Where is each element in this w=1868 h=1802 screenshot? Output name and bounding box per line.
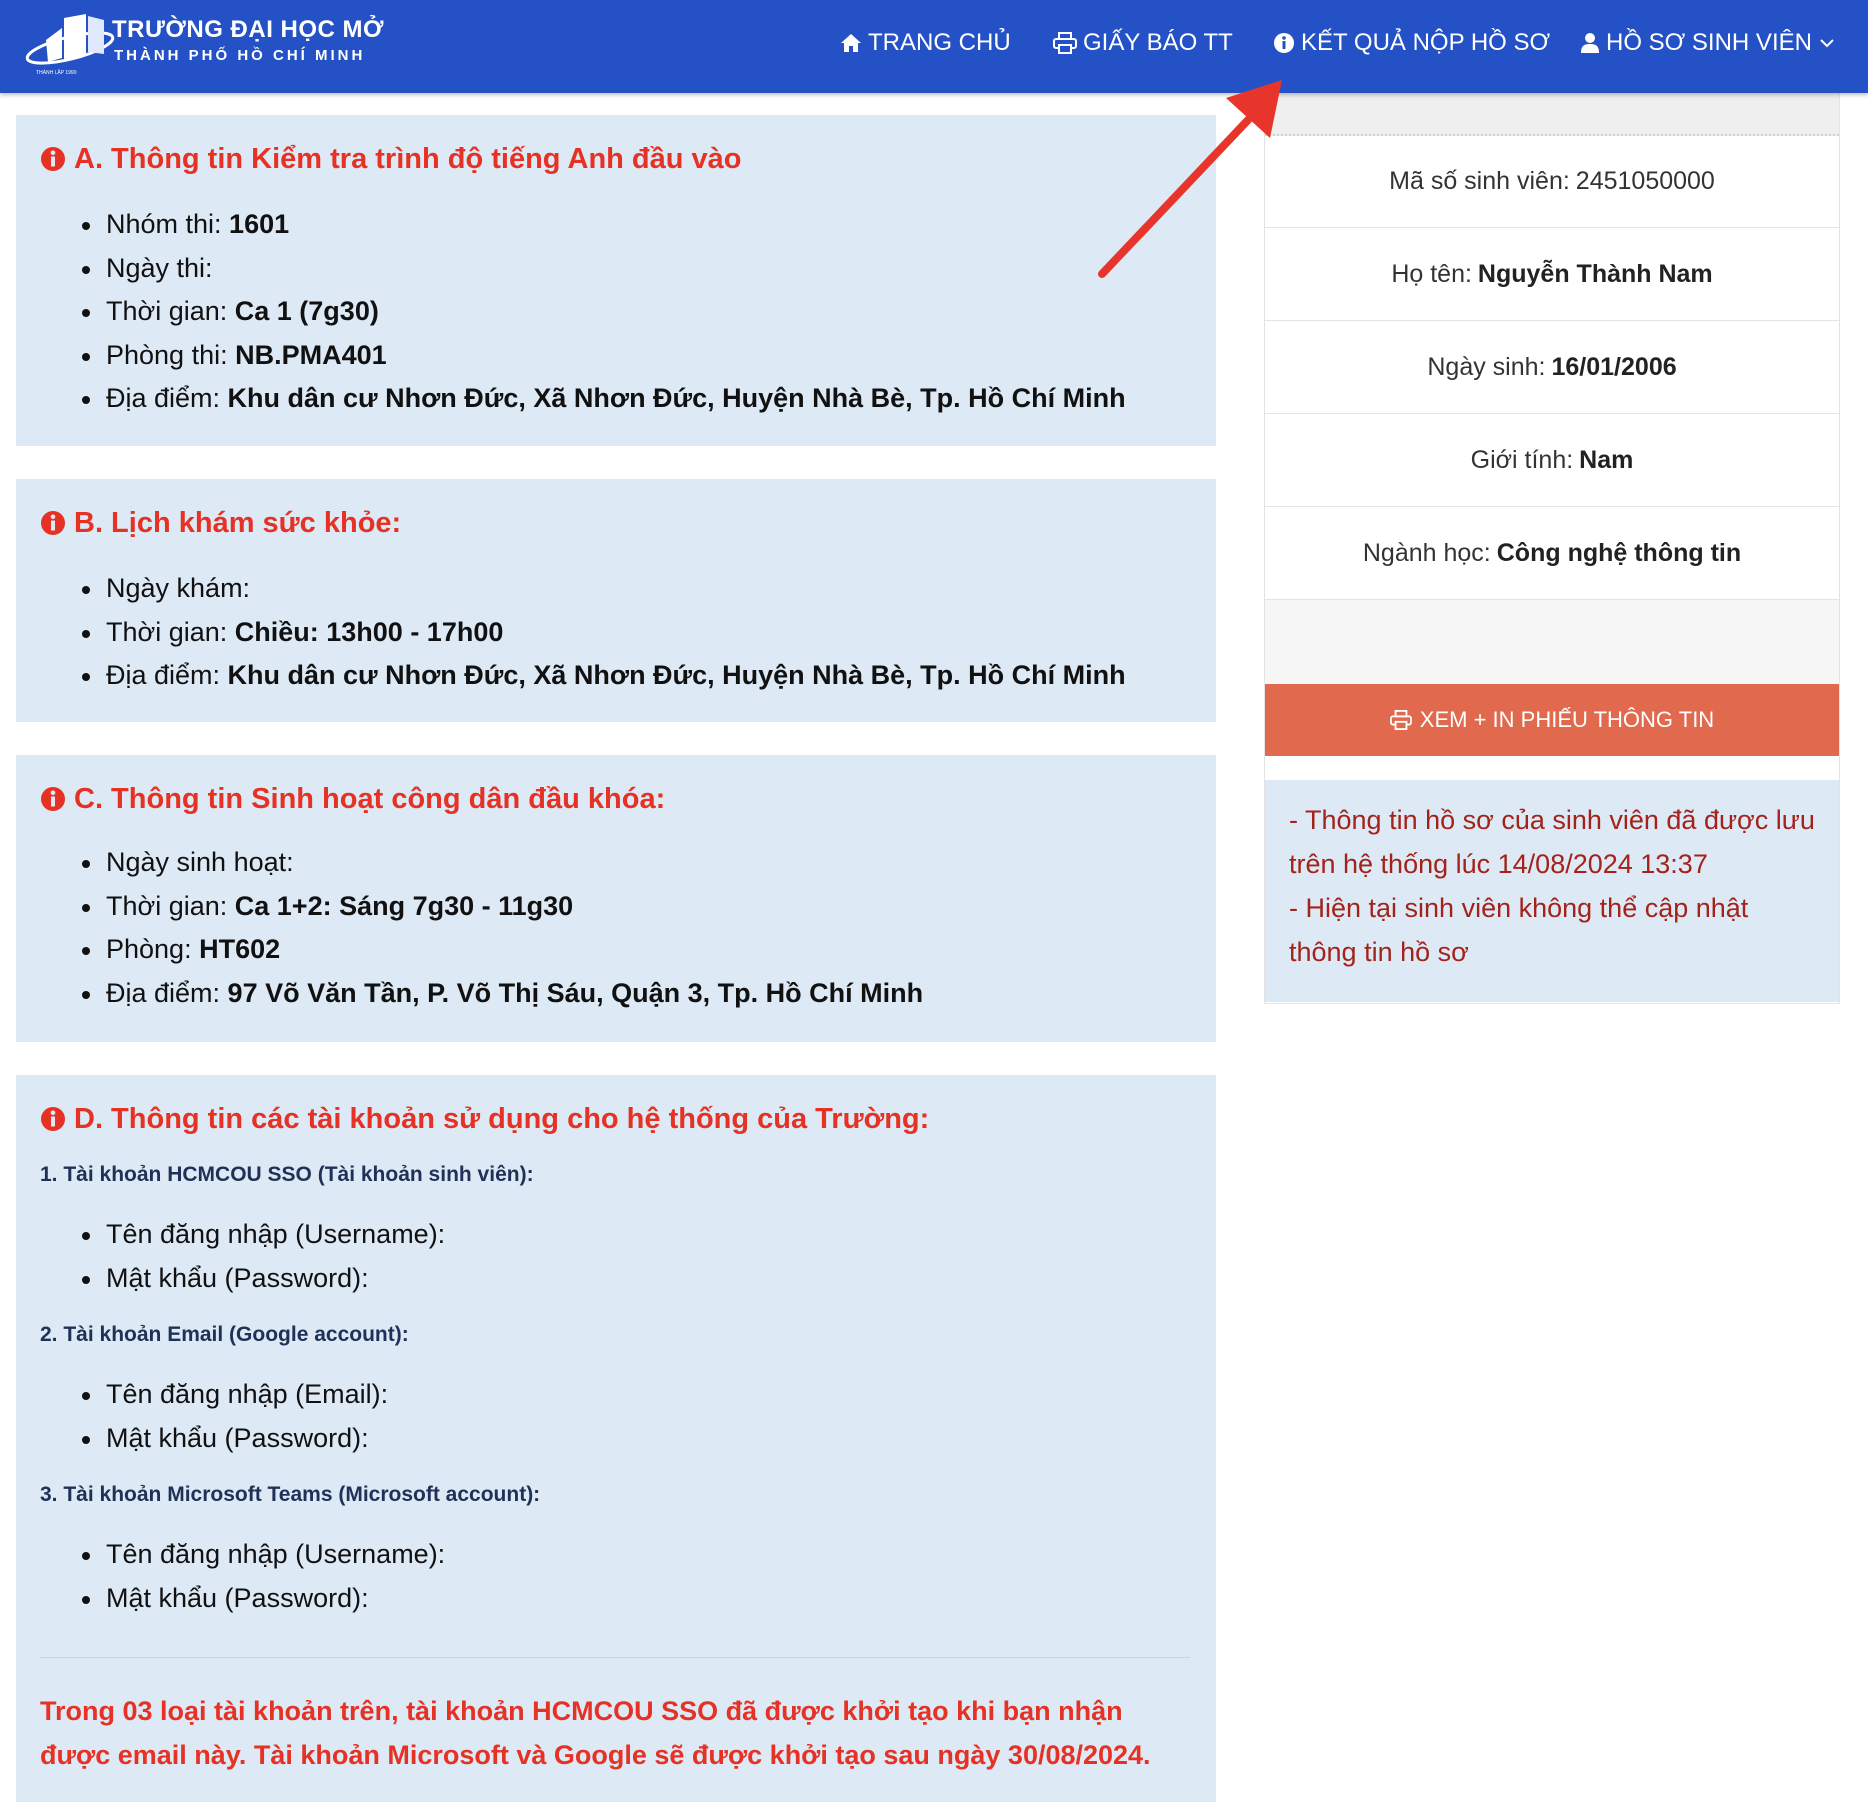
home-icon [840,33,862,53]
item-value: HT602 [199,934,281,964]
student-info-card [1264,93,1840,1004]
student-name-label: Họ tên: [1391,259,1472,288]
card-spacer [1265,600,1839,688]
list-item: Tên đăng nhập (Username): [80,1533,445,1577]
list-item: Tên đăng nhập (Email): [80,1373,388,1417]
account-list-microsoft [80,1533,445,1620]
item-value: 97 Võ Văn Tần, P. Võ Thị Sáu, Quận 3, Tp. Hồ Chí Minh [227,977,924,1008]
list-item [80,567,1126,611]
list-item [80,841,923,885]
list-item [80,972,923,1016]
section-b-title [40,503,401,543]
divider [40,1657,1190,1658]
student-dob-label: Ngày sinh: [1427,352,1546,381]
item-value: 1601 [229,209,290,239]
section-c-title [40,779,665,819]
student-major-label: Ngành học: [1362,538,1491,567]
list-item [80,611,1126,655]
account-heading-sso: 1. Tài khoản HCMCOU SSO (Tài khoản sinh viên): [40,1163,534,1186]
submission-notice [1265,780,1839,1002]
item-value: Ca 1 (7g30) [234,296,379,326]
item-label: Thời gian: [106,890,235,921]
section-c-title-text: C. Thông tin Sinh hoạt công dân đầu khóa: [74,782,666,815]
notice-locked: - Hiện tại sinh viên không thể cập nhật thông tin hồ sơ [1289,893,1749,967]
student-id-row [1265,135,1839,228]
nav-payment-notice-label: GIẤY BÁO TT [1083,29,1233,56]
item-label: Phòng: [106,934,200,964]
student-gender-row [1265,414,1839,507]
item-label: Địa điểm: [106,383,228,413]
section-civic-orientation [16,755,1216,1042]
printer-icon [1053,32,1077,54]
item-label: Nhóm thi: [106,209,230,239]
student-id-value: 2451050000 [1575,166,1715,195]
view-print-info-button[interactable] [1265,684,1839,756]
item-label: Ngày khám: [106,573,251,603]
info-icon [40,1106,66,1132]
nav-payment-notice[interactable] [1053,0,1233,86]
top-navbar [0,0,1868,93]
student-major-row [1265,507,1839,600]
notice-saved: - Thông tin hồ sơ của sinh viên đã được lưu trên hệ thống lúc 14/08/2024 13:37 [1289,805,1815,879]
item-label: Ngày thi: [106,252,213,283]
info-icon [1273,32,1295,54]
english-test-list [80,203,1126,421]
nav-home-label: TRANG CHỦ [868,29,1011,56]
item-value: Ca 1+2: Sáng 7g30 - 11g30 [234,890,574,921]
list-item [80,377,1126,421]
info-icon [40,510,66,536]
list-item [80,203,1126,247]
student-id-label: Mã số sinh viên: [1389,166,1570,195]
info-icon [40,786,66,812]
account-heading-google: 2. Tài khoản Email (Google account): [40,1323,409,1346]
civic-orientation-list [80,841,923,1015]
item-label: Thời gian: [106,616,235,647]
list-item [80,290,1126,334]
account-list-google [80,1373,388,1460]
section-accounts [16,1075,1216,1802]
item-value: Chiều: 13h00 - 17h00 [234,616,504,647]
section-english-test [16,115,1216,446]
account-list-sso [80,1213,445,1300]
item-value: Khu dân cư Nhơn Đức, Xã Nhơn Đức, Huyện Nhà Bè, Tp. Hồ Chí Minh [227,660,1126,690]
section-a-title [40,139,742,179]
print-button-label: XEM + IN PHIẾU THÔNG TIN [1419,707,1715,732]
list-item: Mật khẩu (Password): [80,1257,445,1301]
university-logo[interactable] [24,10,124,76]
section-d-title [40,1099,929,1139]
account-heading-microsoft: 3. Tài khoản Microsoft Teams (Microsoft account): [40,1483,541,1506]
item-label: Địa điểm: [106,660,228,690]
student-name-value: Nguyễn Thành Nam [1477,259,1713,288]
list-item: Tên đăng nhập (Username): [80,1213,445,1257]
student-major-value: Công nghệ thông tin [1496,538,1742,567]
student-name-row [1265,228,1839,321]
item-value: NB.PMA401 [235,339,387,370]
section-d-title-text: D. Thông tin các tài khoản sử dụng cho hệ thống của Trường: [74,1102,930,1135]
student-dob-row [1265,321,1839,414]
list-item [80,247,1126,291]
student-gender-value: Nam [1579,445,1634,474]
logo-caption: THÀNH LẬP 1990 [36,70,77,76]
item-label: Ngày sinh hoạt: [106,847,294,877]
list-item: Mật khẩu (Password): [80,1417,388,1461]
nav-submission-result[interactable] [1273,0,1550,86]
item-label: Địa điểm: [106,977,228,1008]
nav-student-profile-label: HỒ SƠ SINH VIÊN [1606,29,1812,56]
list-item: Mật khẩu (Password): [80,1577,445,1621]
user-icon [1580,32,1600,54]
nav-home[interactable] [840,0,1011,86]
list-item [80,334,1126,378]
item-label: Thời gian: [106,296,235,326]
section-b-title-text: B. Lịch khám sức khỏe: [74,506,402,539]
student-dob-value: 16/01/2006 [1551,352,1677,381]
accounts-note: Trong 03 loại tài khoản trên, tài khoản HCMCOU SSO đã được khởi tạo khi bạn nhận được email này. Tài khoản Microsoft và Google sẽ được khởi tạo sau ngày 30/08/2024. [40,1696,1151,1770]
nav-student-profile[interactable] [1580,0,1840,86]
section-health-check [16,479,1216,722]
item-value: Khu dân cư Nhơn Đức, Xã Nhơn Đức, Huyện Nhà Bè, Tp. Hồ Chí Minh [227,383,1126,413]
section-a-title-text: A. Thông tin Kiểm tra trình độ tiếng Anh đầu vào [74,142,742,175]
item-label: Phòng thi: [106,339,236,370]
list-item [80,654,1126,698]
list-item [80,885,923,929]
health-check-list [80,567,1126,698]
brand-name: TRƯỜNG ĐẠI HỌC MỞ [112,16,385,43]
printer-icon [1390,710,1412,730]
info-icon [40,146,66,172]
nav-submission-result-label: KẾT QUẢ NỘP HỒ SƠ [1301,29,1551,56]
chevron-down-icon [1820,38,1834,48]
brand-city: THÀNH PHỐ HỒ CHÍ MINH [114,47,366,64]
list-item [80,928,923,972]
student-gender-label: Giới tính: [1470,445,1574,474]
card-header [1265,93,1839,136]
